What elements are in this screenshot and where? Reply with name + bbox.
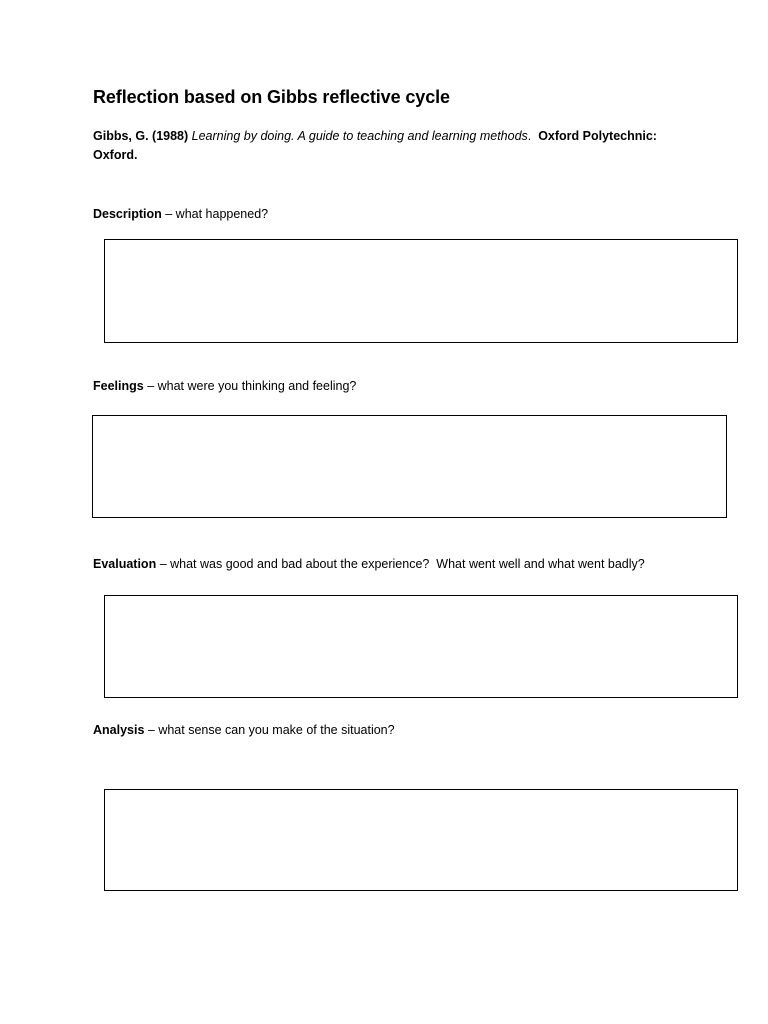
citation-publisher: Oxford Polytechnic:	[538, 129, 657, 143]
prompt-dash: –	[161, 207, 176, 221]
feelings-prompt	[93, 379, 356, 393]
description-heading: Description	[93, 207, 162, 221]
evaluation-prompt	[93, 557, 645, 571]
evaluation-heading: Evaluation	[93, 557, 157, 571]
prompt-dash: –	[144, 723, 159, 737]
analysis-response-box[interactable]	[104, 789, 738, 891]
document-title: Reflection based on Gibbs reflective cycle	[93, 87, 450, 107]
description-prompt	[93, 207, 268, 221]
feelings-heading: Feelings	[93, 379, 144, 393]
prompt-dash: –	[156, 557, 171, 571]
feelings-response-box[interactable]	[92, 415, 727, 518]
description-response-box[interactable]	[104, 239, 738, 343]
citation-separator: .	[527, 129, 539, 143]
citation-author: Gibbs, G. (1988)	[93, 129, 189, 143]
feelings-question: what were you thinking and feeling?	[157, 379, 357, 393]
analysis-prompt	[93, 723, 395, 737]
evaluation-question: what was good and bad about the experience? What went well and what went badly?	[170, 557, 645, 571]
description-question: what happened?	[175, 207, 269, 221]
citation-place: Oxford.	[93, 148, 138, 162]
prompt-dash: –	[143, 379, 158, 393]
citation-work: Learning by doing. A guide to teaching and learning methods	[191, 129, 528, 143]
citation	[93, 127, 693, 165]
analysis-question: what sense can you make of the situation?	[158, 723, 395, 737]
evaluation-response-box[interactable]	[104, 595, 738, 698]
analysis-heading: Analysis	[93, 723, 145, 737]
